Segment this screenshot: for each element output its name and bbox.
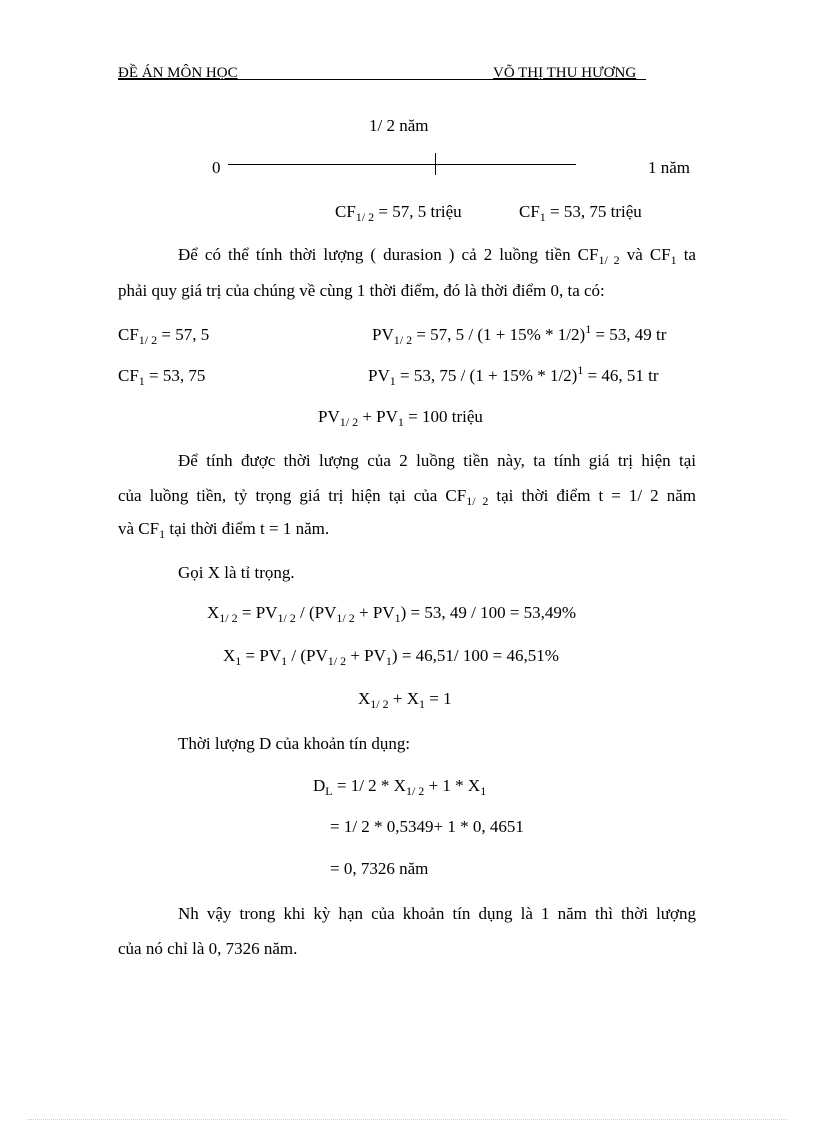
eq1-left: $CF_{1/ 2} = 57$, 5 — [118, 325, 210, 347]
timeline-start-label: 0 — [212, 158, 221, 177]
conclusion-line1: Nh vậy trong khi kỳ hạn của khoản tín dụng là 1 năm thì thời lượng — [178, 904, 696, 923]
eq1-right: $PV_{1/ 2} = 57$, $5 / (1 + 15\% * 1/2)^1 = 53$, 49 tr — [372, 322, 667, 347]
para1-line2: phải quy giá trị của chúng về cùng 1 thời điểm, đó là thời điểm 0, ta có: — [118, 281, 605, 300]
conclusion-line2: của nó chỉ là 0, 7326 năm. — [118, 939, 298, 958]
eq2-left: $CF_1 = 53$, 75 — [118, 366, 206, 388]
para2-line3: và $CF_1$ tại thời điểm t = 1 năm. — [118, 519, 330, 541]
header-left: ĐỀ ÁN MÔN HỌC — [118, 65, 238, 81]
timeline-line — [228, 164, 576, 165]
cf-half-label: $CF_{1/ 2} = 57$, 5 triệu — [335, 202, 462, 224]
para2-line1: Để tính được thời lượng của 2 luồng tiền này, ta tính giá trị hiện tại — [178, 451, 696, 470]
x-one-eq: $X_1 = PV_1 / (PV_{1/ 2} + PV_1) = 46,51/$ 100 = 46,51% — [223, 646, 559, 668]
para1-line1: Để có thể tính thời lượng ( durasion ) cả 2 luồng tiền $CF_{1/ 2}$ và $CF_1$ ta — [178, 245, 696, 267]
page-bottom-rule — [28, 1119, 788, 1120]
header-right: VÕ THỊ THU HƯƠNG — [493, 65, 637, 81]
duration-title: Thời lượng D của khoản tín dụng: — [178, 734, 411, 753]
cf-one-label: $CF_1 = 53$, 75 triệu — [519, 202, 642, 224]
dl-eq-1: $D_L = 1/$ $2 * X_{1/ 2} + 1 * X_1$ — [313, 776, 487, 798]
dl-eq-3: = 0, 7326 năm — [330, 859, 429, 878]
timeline-mid-label: 1/ 2 năm — [369, 116, 429, 135]
para2-line2: của luồng tiền, tỷ trọng giá trị hiện tại của $CF_{1/ 2}$ tại thời điểm t = 1/ 2 năm — [118, 486, 696, 508]
timeline-tick — [435, 153, 436, 175]
x-half-eq: $X_{1/ 2} = PV_{1/ 2} / (PV_{1/ 2} + PV_1) = 53$, 49 / 100 = 53,49% — [207, 603, 577, 625]
eq3-sum: $PV_{1/ 2} + PV_1 = 100$ triệu — [318, 407, 483, 429]
timeline-end-label: 1 năm — [648, 158, 691, 177]
x-sum-eq: $X_{1/ 2} + X_1 = 1$ — [358, 689, 452, 711]
dl-eq-2: = 1/ 2 * 0,5349+ 1 * 0, 4651 — [330, 817, 524, 836]
header-rule — [118, 79, 646, 80]
eq2-right: $PV_1 = 53$, $75 / (1 + 15\% * 1/2)^1 = 46$, 51 tr — [368, 363, 659, 388]
goi-x: Gọi X là tỉ trọng. — [178, 563, 295, 582]
